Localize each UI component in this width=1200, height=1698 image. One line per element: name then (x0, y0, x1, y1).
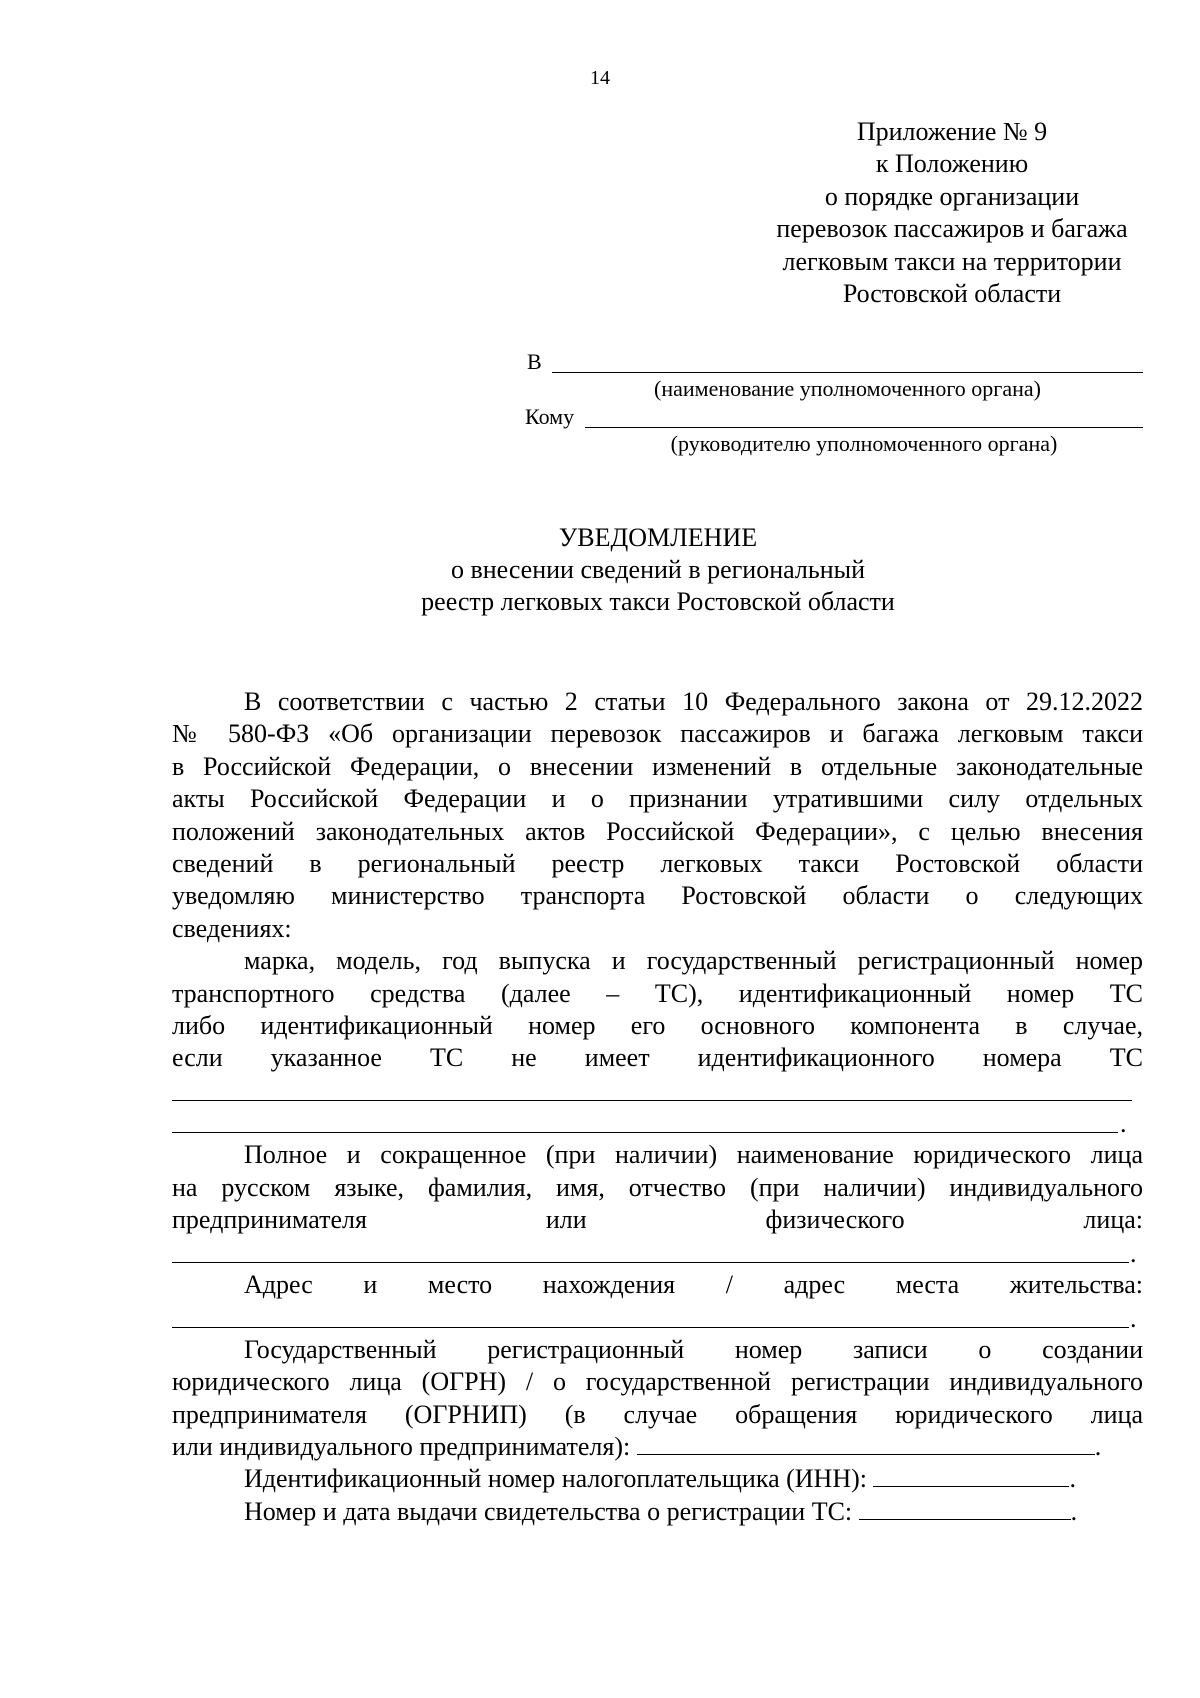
body-line: уведомляю министерство транспорта Ростовской области о следующих (172, 881, 1143, 911)
owner-fill-line[interactable] (172, 1237, 1143, 1269)
body-line: Государственный регистрационный номер записи о создании (244, 1334, 1143, 1364)
body-line: предпринимателя (ОГРНИП) (в случае обращения юридического лица (172, 1399, 1143, 1429)
body-line (172, 1496, 1143, 1528)
notice-title (0, 522, 1200, 618)
inn-fill-line[interactable] (873, 1464, 1069, 1487)
body-line: юридического лица (ОГРН) / о государственной регистрации индивидуального (172, 1367, 1143, 1397)
notice-subtitle: о внесении сведений в региональный (450, 555, 866, 584)
body-line: Адрес и место нахождения / адрес места жительства: (244, 1270, 1143, 1300)
period: . (1130, 1239, 1137, 1269)
period: . (1130, 1303, 1137, 1333)
appendix-line: к Положению (875, 149, 1029, 179)
to-authority-line[interactable] (552, 372, 1143, 373)
vehicle-fill-line[interactable] (172, 1107, 1143, 1139)
page-number: 14 (590, 67, 610, 89)
appendix-line: Ростовской области (842, 279, 1062, 309)
whom-head-line[interactable] (585, 427, 1143, 428)
vehicle-fill-line[interactable] (172, 1075, 1143, 1107)
notice-body (172, 686, 1143, 1528)
notice-subtitle: реестр легковых такси Ростовской области (421, 587, 895, 616)
address-fill-line[interactable] (172, 1301, 1143, 1333)
body-line: Полное и сокращенное (при наличии) наименование юридического лица (244, 1140, 1143, 1170)
appendix-header (712, 116, 1192, 310)
body-line: транспортного средства (далее – ТС), идентификационный номер ТС (172, 978, 1143, 1008)
inn-label: Идентификационный номер налогоплательщика (ИНН): (244, 1464, 867, 1494)
body-line: либо идентификационный номер его основного компонента в случае, (172, 1010, 1143, 1040)
body-line: сведений в региональный реестр легковых такси Ростовской области (172, 848, 1143, 878)
cert-label: Номер и дата выдачи свидетельства о регистрации ТС: (244, 1496, 853, 1526)
period: . (1069, 1464, 1076, 1494)
cert-fill-line[interactable] (859, 1497, 1071, 1520)
body-line: на русском языке, фамилия, имя, отчество (при наличии) индивидуального (172, 1172, 1143, 1202)
period: . (1070, 1496, 1078, 1526)
whom-head-caption: (руководителю уполномоченного органа) (670, 431, 1058, 456)
body-line (172, 1463, 1143, 1495)
appendix-line: перевозок пассажиров и багажа (776, 214, 1128, 244)
period: . (1094, 1431, 1102, 1461)
body-line: № 580-ФЗ «Об организации перевозок пассажиров и багажа легковым такси (172, 719, 1143, 749)
appendix-line: Приложение № 9 (856, 117, 1048, 146)
body-line: если указанное ТС не имеет идентификационного номера ТС (172, 1043, 1143, 1073)
to-authority-caption: (наименование уполномоченного органа) (654, 376, 1041, 401)
body-line: марка, модель, год выпуска и государственный регистрационный номер (244, 946, 1143, 976)
appendix-line: легковым такси на территории (782, 246, 1122, 276)
body-line: сведениях: (172, 913, 292, 943)
body-line: положений законодательных актов Российской Федерации», с целью внесения (172, 816, 1143, 846)
notice-heading: УВЕДОМЛЕНИЕ (558, 523, 758, 552)
body-line: В соответствии с частью 2 статьи 10 Федерального закона от 29.12.2022 (244, 687, 1143, 716)
appendix-line: о порядке организации (824, 181, 1080, 211)
whom-label: Кому (525, 404, 575, 429)
ogrn-fill-line[interactable] (637, 1432, 1095, 1455)
to-label: В (527, 349, 542, 374)
period: . (1120, 1109, 1127, 1139)
body-line: предпринимателя или физического лица: (172, 1205, 1143, 1235)
body-line: в Российской Федерации, о внесении изменений в отдельные законодательные (172, 751, 1143, 781)
ogrn-label: или индивидуального предпринимателя): (172, 1431, 631, 1461)
body-line: акты Российской Федерации и о признании утратившими силу отдельных (172, 784, 1143, 814)
body-line (172, 1431, 1143, 1463)
